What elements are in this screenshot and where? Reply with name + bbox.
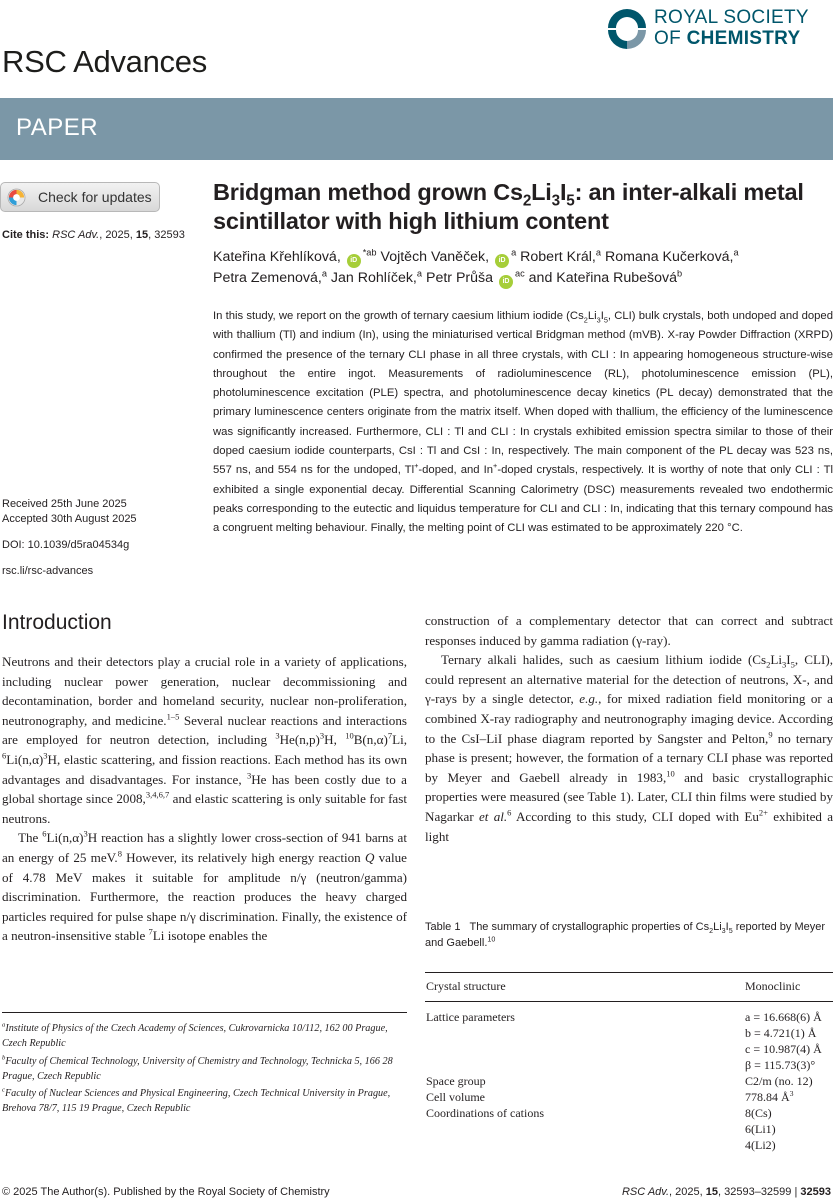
table-caption: Table 1 The summary of crystallographic properties of $Cs_2Li_3I_5$ reported by Meyer and Gaebell.$^{10}$	[425, 921, 826, 949]
paragraph: Ternary alkali halides, such as caesium lithium iodide ($Cs_2Li_3I_5$, CLI), could represent an alternative material for the detection of neutrons, X-, and γ-rays by a single detector, e.g., for mixed radiation field monitoring or a combined X-ray radiography and neutronography imaging device. According to the CsI–LiI phase diagram reported by Sangster and Pelton,$^9$ no ternary phase is present; however, the formation of a ternary CLI phase was reported by Meyer and Gaebell already in 1983,10 and basic crystallographic properties were measured (see Table 1). Later, CLI thin films were studied by Nagarkar et al.$^6$ According to this study, CLI doped with $Eu^{2+}$ exhibited a light	[425, 652, 833, 844]
received-date: Received 25th June 2025	[2, 498, 127, 510]
table-header-cell: Monoclinic	[745, 979, 801, 993]
author-name: Romana Kučerková,	[604, 249, 734, 265]
paper-banner	[0, 98, 833, 160]
body-column-left	[2, 652, 407, 946]
table-cell: Cell volume	[426, 1090, 485, 1104]
article-title: Bridgman method grown $Cs_2Li_3I_5$: an inter-alkali metal scintillator with high lithium content	[213, 179, 804, 234]
body-column-right	[425, 611, 833, 846]
accepted-date: Accepted 30th August 2025	[2, 513, 137, 525]
check-updates-icon	[7, 188, 26, 207]
rsc-logo-line2: OF CHEMISTRY	[654, 28, 801, 49]
rsc-logo-icon	[604, 4, 650, 54]
paragraph: construction of a complementary detector that can correct and subtract responses induced by gamma radiation (γ-ray).	[425, 613, 833, 648]
orcid-icon[interactable]: iD	[347, 254, 361, 268]
footer-citation: RSC Adv., 2025, 15, 32593–32599 | 32593	[621, 1186, 831, 1198]
affiliation: $^a$Institute of Physics of the Czech Academy of Sciences, Cukrovarnicka 10/112, 162 00 Prague, Czech Republic	[2, 1021, 388, 1050]
author-name: Jan Rohlíček,	[330, 270, 417, 286]
affiliation: $^b$Faculty of Chemical Technology, University of Chemistry and Technology, Technicka 5, 166 28 Prague, Czech Republic	[2, 1054, 393, 1082]
section-heading-introduction: Introduction	[2, 611, 112, 634]
table-cell: b = 4.721(1) Å	[745, 1026, 817, 1040]
author-name: Petr Průša	[425, 270, 494, 286]
page-number: 32593	[800, 1186, 831, 1198]
paragraph: Neutrons and their detectors play a crucial role in a variety of applications, including nuclear power generation, nuclear decommissioning and decontamination, border and homeland security, nuclear non-proliferation, neutronography, and medicine.$^{1-5}$ Several nuclear reactions and interactions are employed for neutron detection, including $^3He(n,p)^3H$, $^{10}B(n,\alpha)^7Li$, $^6Li(n,\alpha)^3H$, elastic scattering, and fission reactions. Each method has its own advantages and disadvantages. For instance, $^3$He has been costly due to a global shortage since 2008,$^{3,4,6,7}$ and elastic scattering is only suitable for fast neutrons.	[2, 654, 408, 826]
doi-link[interactable]: DOI: 10.1039/d5ra04534g	[2, 539, 130, 551]
table-cell: β = 115.73(3)°	[745, 1058, 816, 1072]
paragraph: The $^6Li(n,\alpha)^3H$ reaction has a slightly lower cross-section of 941 barns at an energy of 25 meV.$^8$ However, its relatively high energy reaction Q value of 4.78 MeV makes it suitable for amplitude n/γ (neutron/gamma) discrimination. Furthermore, the reaction produces the heavy charged particles required for pulse shape n/γ discrimination. Finally, the existence of a neutron-insensitive stable $^7$Li isotope enables the	[2, 828, 407, 944]
rsc-logo-line1: ROYAL SOCIETY	[654, 7, 809, 28]
table-cell: 6(Li1)	[745, 1122, 776, 1136]
orcid-icon[interactable]: iD	[495, 254, 509, 268]
table-cell: 778.84 $Å^3$	[745, 1089, 794, 1104]
journal-title: RSC Advances	[2, 44, 207, 79]
affiliation-divider	[2, 1012, 407, 1013]
paper-banner-label: PAPER	[16, 114, 99, 141]
author-name: Kateřina Křehlíková,	[213, 249, 341, 265]
author-name: Petra Zemenová,	[213, 270, 322, 286]
table-cell: 4(Li2)	[745, 1138, 776, 1152]
rsc-logo[interactable]	[604, 4, 833, 54]
cite-this: Cite this: RSC Adv., 2025, 15, 32593	[2, 229, 185, 241]
journal-url-link[interactable]: rsc.li/rsc-advances	[2, 565, 94, 577]
table-cell: 8(Cs)	[745, 1106, 772, 1120]
author-name: Robert Král,	[520, 249, 596, 265]
table-cell: c = 10.987(4) Å	[745, 1042, 822, 1056]
footer-copyright: © 2025 The Author(s). Published by the Royal Society of Chemistry	[2, 1186, 330, 1198]
author-name: Vojtěch Vaněček,	[380, 249, 490, 265]
table-cell: Space group	[426, 1074, 486, 1088]
orcid-icon[interactable]: iD	[499, 275, 513, 289]
author-name: and Kateřina Rubešová	[528, 270, 677, 286]
check-updates-label: Check for updates	[38, 189, 152, 205]
table-header-cell: Crystal structure	[426, 979, 506, 993]
table-cell: a = 16.668(6) Å	[745, 1010, 822, 1024]
table-cell: C2/m (no. 12)	[745, 1074, 813, 1088]
table-cell: Coordinations of cations	[426, 1106, 544, 1120]
affiliations	[2, 1021, 407, 1119]
author-list: Kateřina Křehlíková, $iD^{*ab}$ Vojtěch Vaněček, $iD^a$ Robert Král,$^a$ Romana Kučerková,$^a$ Petra Zemenová,$^a$ Jan Rohlíček,$^a$ Petr Průša $iD^{ac}$ and Kateřina Rubešová$^b$	[213, 247, 833, 289]
table-cell: Lattice parameters	[426, 1010, 515, 1024]
abstract: In this study, we report on the growth of ternary caesium lithium iodide ($Cs_2Li_3I_5$, CLI) bulk crystals, both undoped and doped with thallium (Tl) and indium (In), using the miniaturised vertical Bridgman method (mVB). X-ray Powder Diffraction (XRPD) confirmed the presence of the ternary CLI phase in all three crystals, with CLI : In appearing homogeneous structure-wise throughout the entire ingot. Measurements of radioluminescence (RL), photoluminescence emission (PL), photoluminescence excitation (PLE) spectra, and photoluminescence decay kinetics (PL decay) demonstrated that the primary luminescence centers originate from the matrix itself. When doped with thallium, the efficiency of the luminescence was significantly increased. Furthermore, CLI : Tl and CLI : In crystals exhibited emission spectra similar to those of their doped caesium iodide counterparts, CsI : Tl and CsI : In, respectively. The main component of the PL decay was 523 ns, 557 ns, and 554 ns for the undoped, Tl+-doped, and In+-doped crystals, respectively. It is worthy of note that only CLI : Tl exhibited a single exponential decay. Differential Scanning Calorimetry (DSC) measurements revealed two endothermic peaks corresponding to the eutectic and liquidus temperature for CLI and CLI : In, indicating that this ternary compound has a congruent melting behaviour. Finally, the melting point of CLI was estimated to be approximately 220 °C.	[213, 310, 833, 535]
affiliation: $^c$Faculty of Nuclear Sciences and Physical Engineering, Czech Technical University in Prague, Brehova 78/7, 115 19 Prague, Czech Republic	[2, 1086, 391, 1115]
check-for-updates-button[interactable]	[0, 182, 160, 212]
